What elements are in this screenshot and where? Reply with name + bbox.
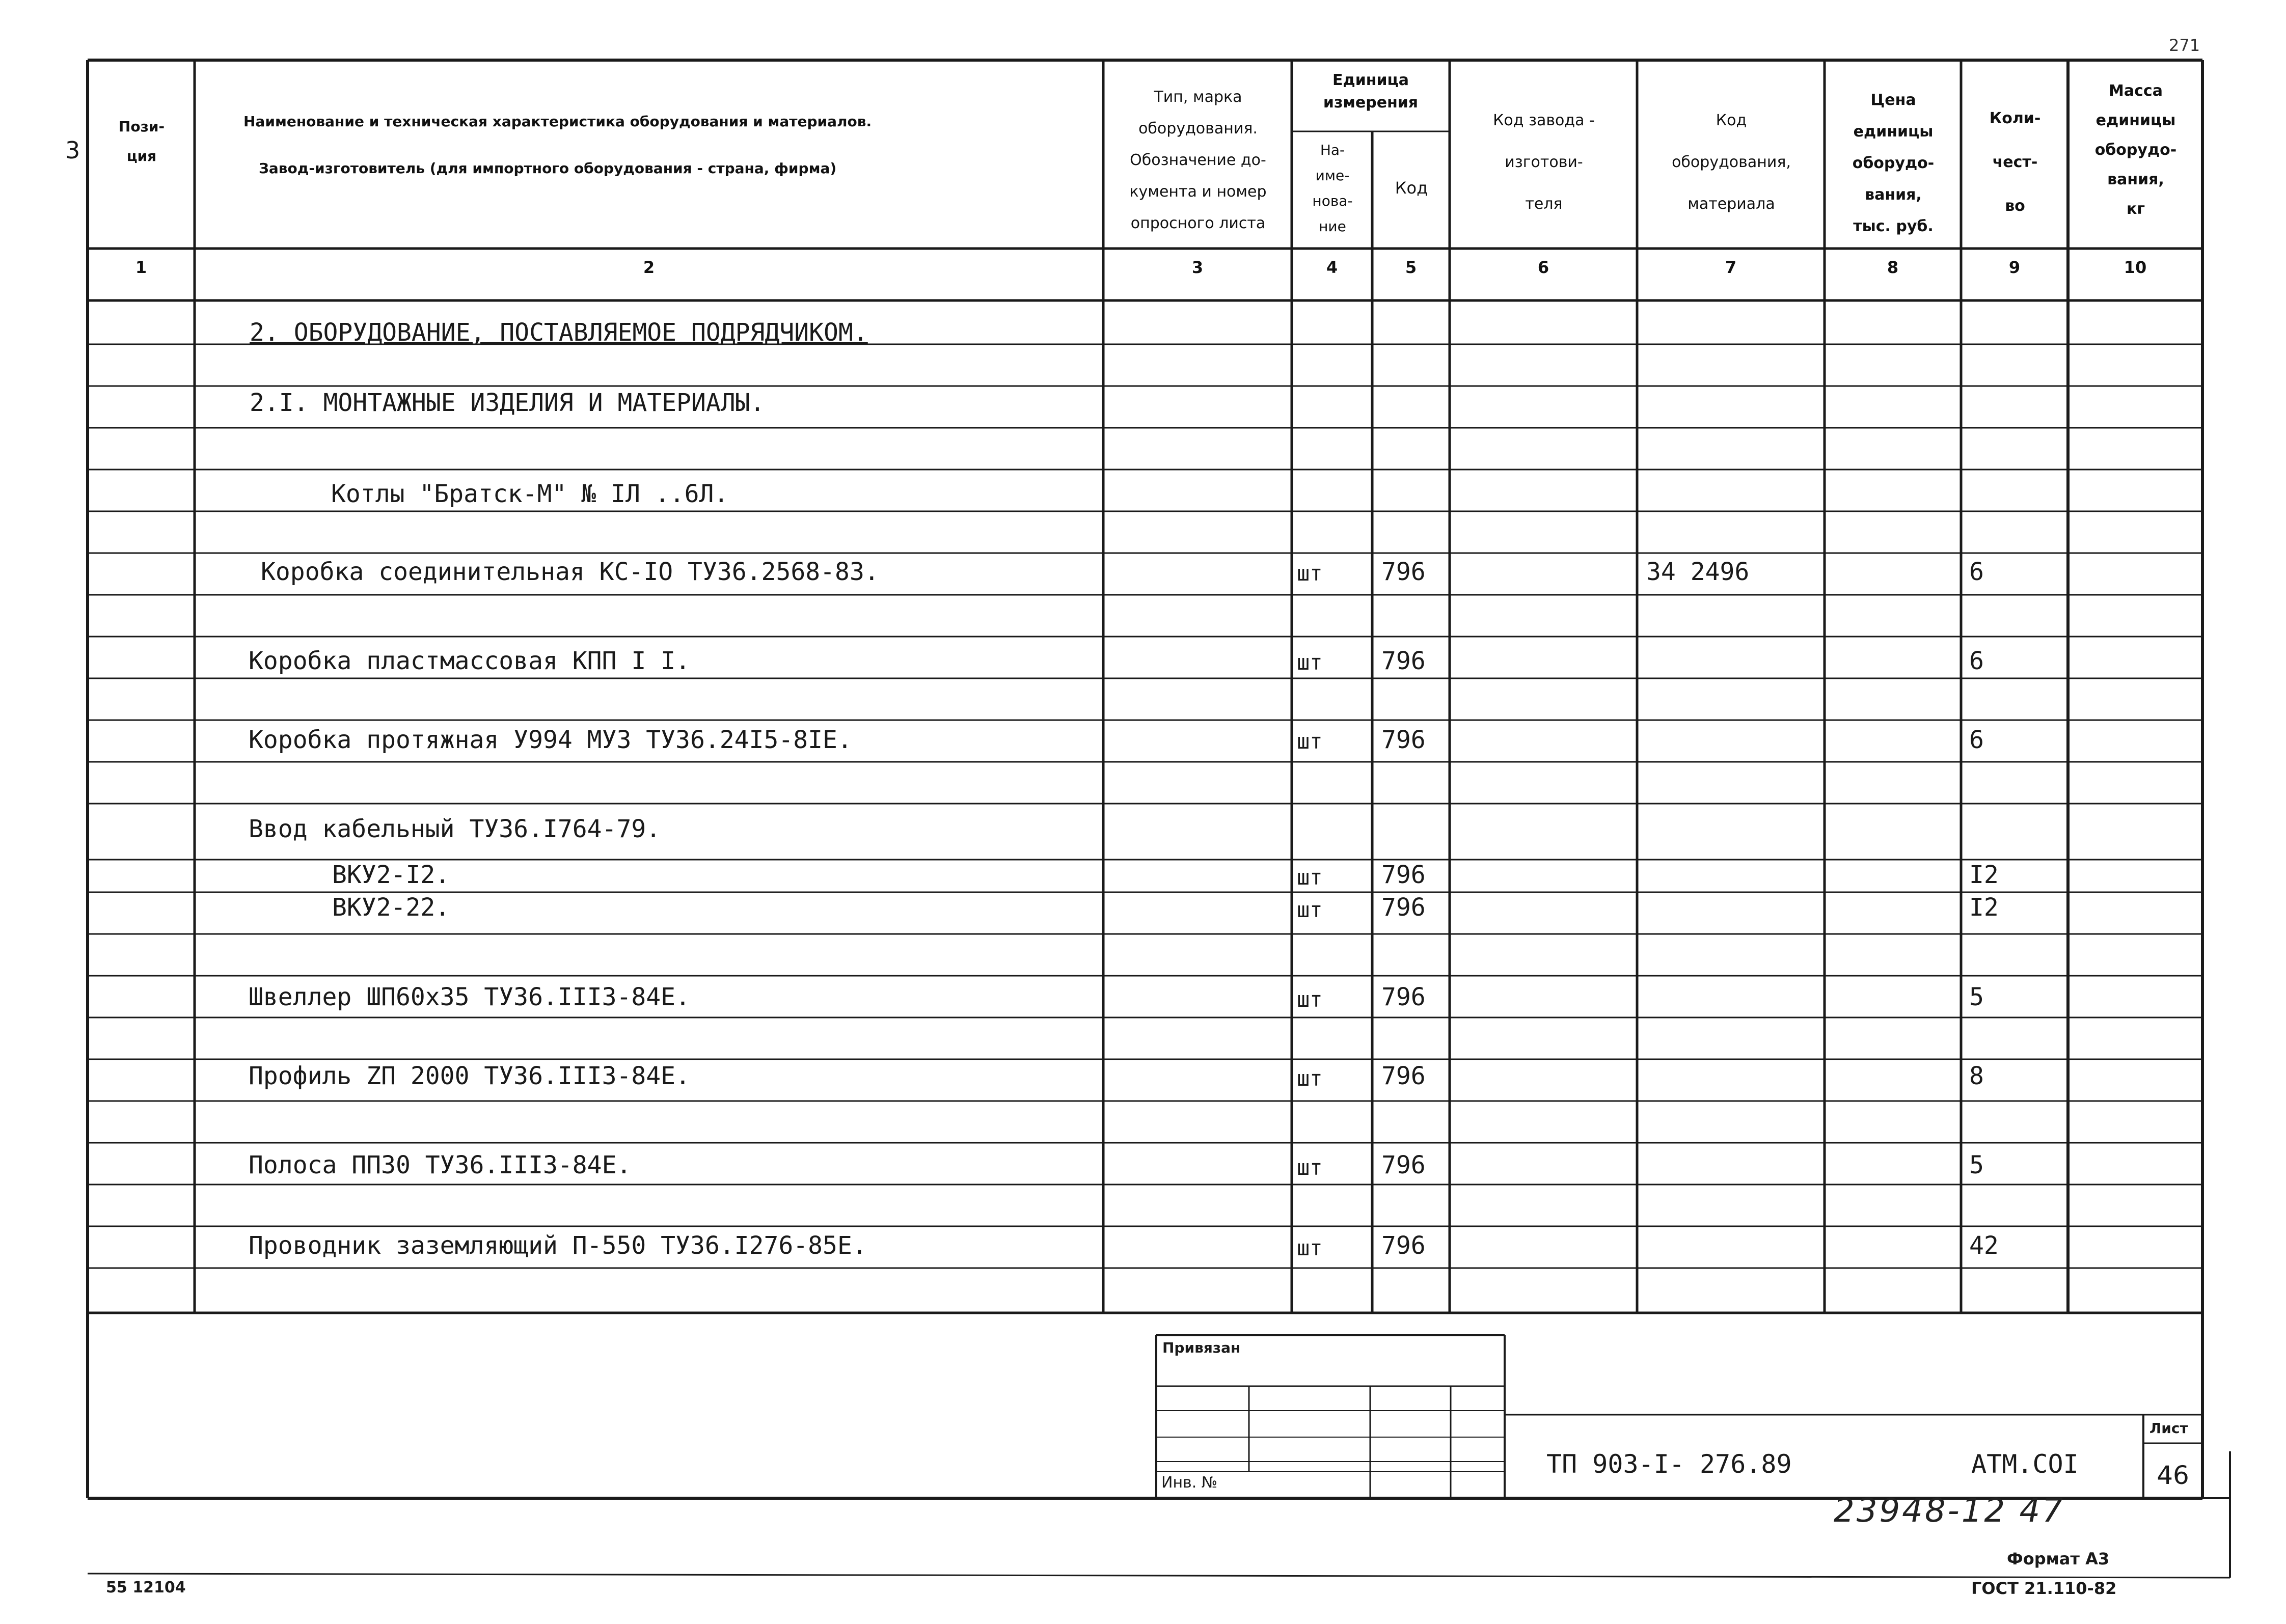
top-right-mark: 271	[2169, 36, 2200, 55]
table-row-unit: шт	[1297, 729, 1323, 754]
table-row-code: 796	[1381, 1231, 1426, 1260]
column-number: 2	[643, 258, 655, 277]
table-row-name: Полоса ПП30 ТУ36.III3-84E.	[249, 1151, 632, 1179]
table-row-code: 796	[1381, 726, 1426, 754]
table-row-code: 796	[1381, 893, 1426, 922]
table-row-code: 796	[1381, 647, 1426, 675]
header-unit-name: На- име- нова- ние	[1312, 142, 1353, 235]
column-number: 5	[1405, 258, 1417, 277]
header-unit-group: Единица измерения	[1323, 71, 1419, 112]
table-row-quantity: 42	[1969, 1231, 1999, 1260]
gost-label: ГОСТ 21.110-82	[1971, 1579, 2117, 1598]
handwritten-number: 23948-12 47	[1834, 1492, 2065, 1530]
stamp-inventory-label: Инв. №	[1161, 1474, 1218, 1492]
table-row-unit: шт	[1297, 1066, 1323, 1091]
column-number: 8	[1887, 258, 1899, 277]
table-row-quantity: I2	[1969, 893, 1999, 922]
table-row-name: Коробка пластмассовая КПП I I.	[249, 647, 690, 675]
corner-mark: 3	[65, 136, 80, 164]
table-row-unit: шт	[1297, 897, 1323, 922]
table-row-code: 796	[1381, 1062, 1426, 1090]
table-row-unit: шт	[1297, 1235, 1323, 1260]
table-row-name: ВКУ2-I2.	[332, 861, 450, 889]
table-row-unit: шт	[1297, 650, 1323, 675]
format-label: Формат А3	[2007, 1549, 2110, 1568]
table-row-name: ВКУ2-22.	[332, 893, 450, 922]
document-code: АТМ.СОI	[1971, 1449, 2079, 1479]
bottom-left-code: 55 12104	[106, 1579, 186, 1597]
table-row-unit: шт	[1297, 561, 1323, 586]
document-number: ТП 903-I- 276.89	[1546, 1449, 1792, 1479]
header-position: Пози- ция	[118, 118, 165, 164]
table-row-unit: шт	[1297, 1155, 1323, 1180]
table-row-quantity: 5	[1969, 1151, 1984, 1179]
header-name-line2: Завод-изготовитель (для импортного оборудования - страна, фирма)	[259, 160, 837, 177]
header-name-line1: Наименование и техническая характеристика оборудования и материалов.	[243, 113, 872, 130]
table-row-code: 796	[1381, 861, 1426, 889]
subsection-heading: 2.I. МОНТАЖНЫЕ ИЗДЕЛИЯ И МАТЕРИАЛЫ.	[250, 389, 765, 417]
table-row-quantity: 5	[1969, 983, 1984, 1011]
table-row-quantity: 6	[1969, 558, 1984, 586]
section-heading: 2. ОБОРУДОВАНИЕ, ПОСТАВЛЯЕМОЕ ПОДРЯДЧИКОМ.	[250, 318, 868, 347]
column-number: 10	[2124, 258, 2147, 277]
table-row-quantity: I2	[1969, 861, 1999, 889]
column-number: 6	[1537, 258, 1549, 277]
table-row-name: Проводник заземляющий П-550 ТУ36.I276-85E.	[249, 1231, 867, 1260]
table-row-equipment-code: 34 2496	[1646, 558, 1750, 586]
column-number: 1	[135, 258, 147, 277]
header-quantity: Коли- чест- во	[1989, 109, 2041, 215]
header-equipment-code: Код оборудования, материала	[1672, 112, 1791, 213]
table-row-code: 796	[1381, 1151, 1426, 1179]
table-row-quantity: 6	[1969, 647, 1984, 675]
header-price: Цена единицы оборудо- вания, тыс. руб.	[1852, 91, 1935, 235]
header-mass: Масса единицы оборудо- вания, кг	[2094, 82, 2177, 218]
table-row-code: 796	[1381, 558, 1426, 586]
table-row-unit: шт	[1297, 865, 1323, 890]
table-row-quantity: 8	[1969, 1062, 1984, 1090]
table-row-name: Швеллер ШП60х35 ТУ36.III3-84E.	[249, 983, 690, 1011]
group-heading: Котлы "Братск-М" № IЛ ..6Л.	[331, 480, 729, 508]
table-row-name: Ввод кабельный ТУ36.I764-79.	[249, 815, 661, 843]
table-row-name: Коробка соединительная КС-IO ТУ36.2568-83.	[261, 558, 879, 586]
stamp-privyazan-label: Привязан	[1162, 1339, 1241, 1356]
sheet-label: Лист	[2149, 1420, 2188, 1437]
header-unit-code: Код	[1395, 178, 1428, 198]
sheet-number: 46	[2157, 1461, 2189, 1490]
header-type: Тип, марка оборудования. Обозначение до- кумента и номер опросного листа	[1129, 88, 1267, 232]
column-number: 7	[1725, 258, 1737, 277]
header-manufacturer-code: Код завода - изготови- теля	[1493, 112, 1595, 213]
column-number: 3	[1191, 258, 1204, 277]
table-row-unit: шт	[1297, 987, 1323, 1012]
table-row-name: Коробка протяжная У994 МУЗ ТУ36.24I5-8IE.	[249, 726, 852, 754]
column-number: 9	[2008, 258, 2021, 277]
column-number: 4	[1326, 258, 1338, 277]
table-row-name: Профиль ZП 2000 ТУ36.III3-84E.	[249, 1062, 690, 1090]
table-row-code: 796	[1381, 983, 1426, 1011]
table-row-quantity: 6	[1969, 726, 1984, 754]
